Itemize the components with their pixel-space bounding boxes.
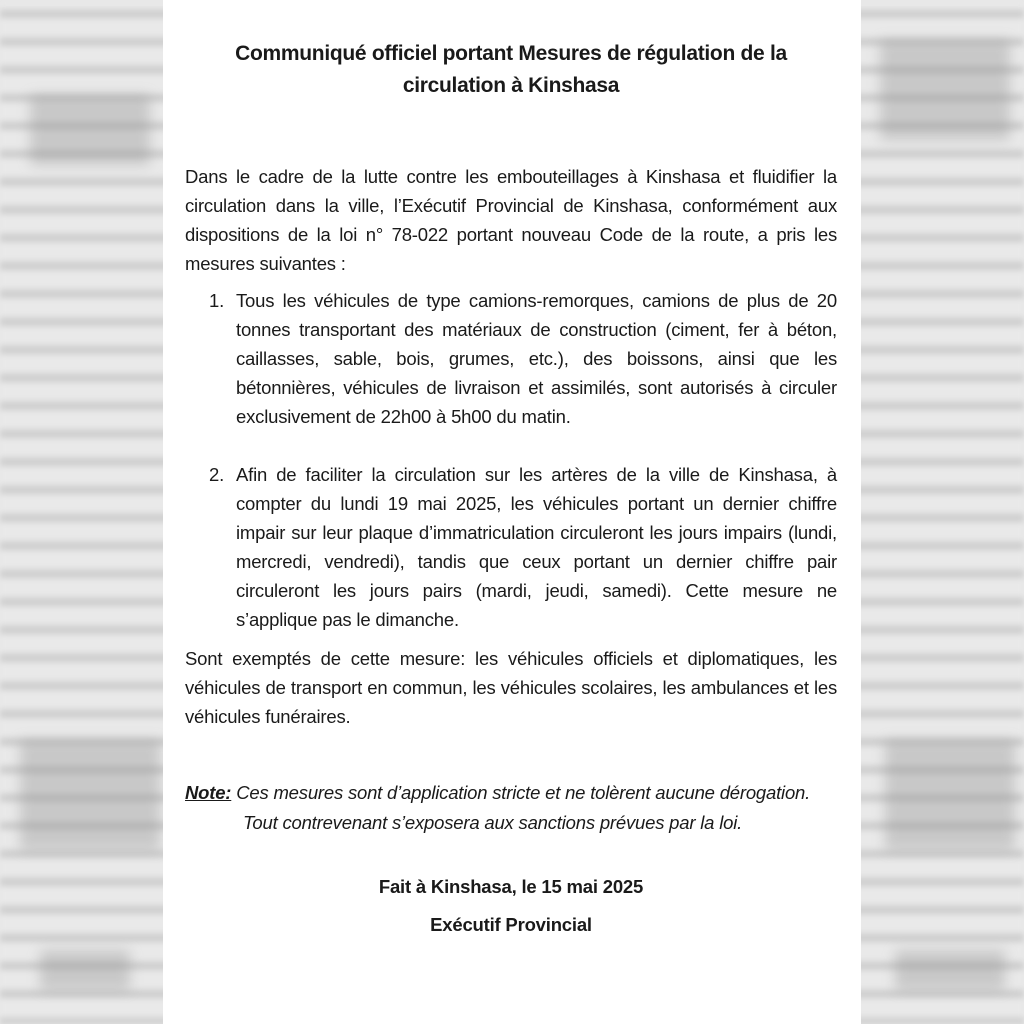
list-item-number: 1. [209, 290, 225, 311]
measures-list [185, 286, 837, 634]
list-item-text: Tous les véhicules de type camions-remorques, camions de plus de 20 tonnes transportant des matériaux de construction (ciment, fer à béton, caillasses, sable, bois, grumes, etc.), des boissons, ainsi que les bétonnières, véhicules de livraison et assimilés, sont autorisés à circuler exclusivement de 22h00 à 5h00 du matin. [236, 290, 837, 427]
blurred-background-right [854, 0, 1024, 1024]
blurred-shape [30, 95, 150, 165]
intro-paragraph: Dans le cadre de la lutte contre les embouteillages à Kinshasa et fluidifier la circulation dans la ville, l’Exécutif Provincial de Kinshasa, conformément aux dispositions de la loi n° 78-022 portant nouveau Code de la route, a pris les mesures suivantes : [185, 166, 837, 274]
signature-block [185, 868, 837, 944]
note-line-1: Ces mesures sont d’application stricte et ne tolèrent aucune dérogation. [236, 782, 811, 803]
note-label: Note: [185, 782, 232, 803]
list-item [185, 460, 837, 634]
note-block [185, 778, 837, 838]
note-line-2: Tout contrevenant s’exposera aux sanctions prévues par la loi. [243, 812, 743, 833]
exemptions-paragraph: Sont exemptés de cette mesure: les véhicules officiels et diplomatiques, les véhicules de transport en commun, les véhicules scolaires, les ambulances et les véhicules funéraires. [185, 648, 837, 727]
place-date: Fait à Kinshasa, le 15 mai 2025 [378, 876, 644, 897]
list-item-text: Afin de faciliter la circulation sur les artères de la ville de Kinshasa, à compter du lundi 19 mai 2025, les véhicules portant un dernier chiffre impair sur leur plaque d’immatriculation circuleront les jours impairs (lundi, mercredi, vendredi), tandis que ceux portant un dernier chiffre pair circuleront les jours pairs (mardi, jeudi, samedi). Cette mesure ne s’applique pas le dimanche. [236, 464, 837, 630]
blurred-shape [895, 950, 1005, 990]
list-item [185, 286, 837, 431]
blurred-shape [20, 740, 160, 850]
document-title: Communiqué officiel portant Mesures de régulation de la circulation à Kinshasa [235, 42, 787, 97]
signing-authority: Exécutif Provincial [430, 914, 592, 935]
list-item-number: 2. [209, 464, 225, 485]
blurred-shape [880, 40, 1010, 140]
blurred-shape [885, 740, 1015, 850]
document-page [163, 0, 861, 1024]
blurred-shape [40, 950, 130, 990]
